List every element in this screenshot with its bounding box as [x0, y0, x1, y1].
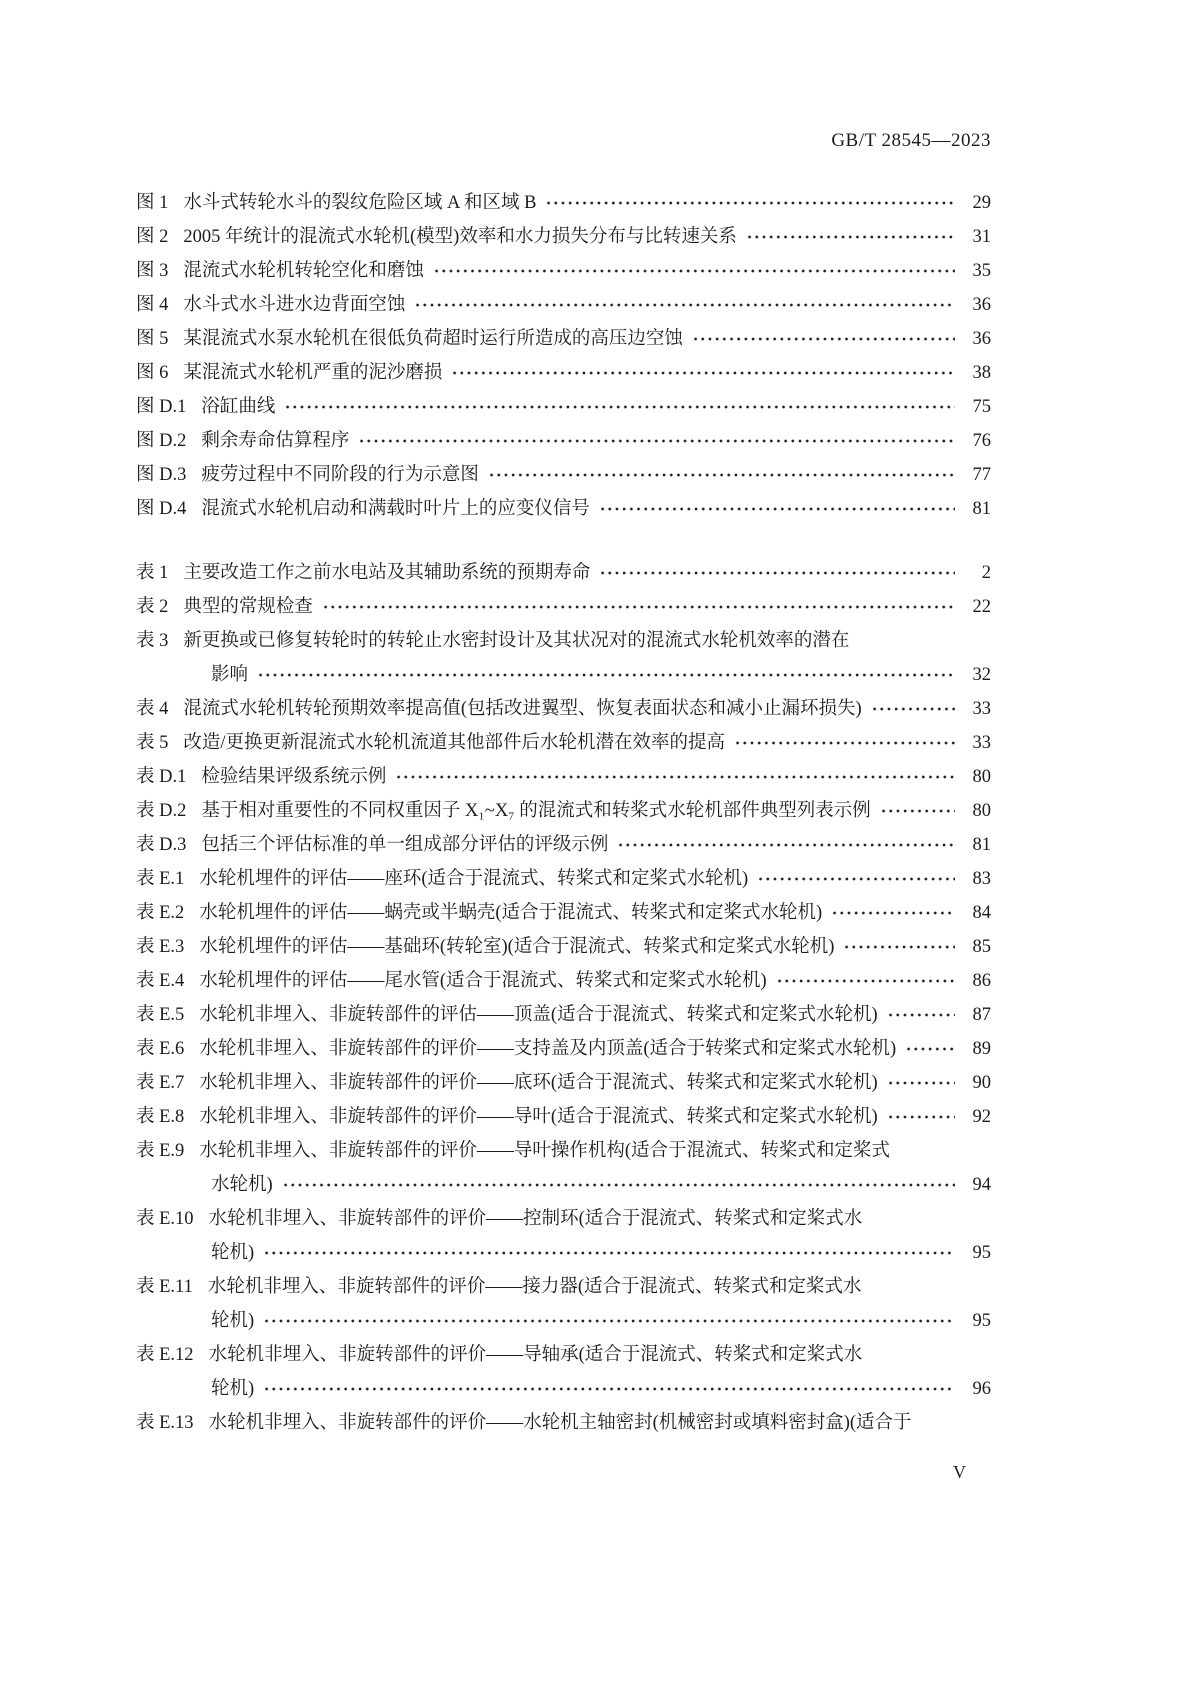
- entry-page-number: 36: [972, 295, 991, 315]
- dot-leader: [281, 1168, 955, 1202]
- entry-page-number: 95: [972, 1243, 991, 1263]
- toc-entry: [136, 390, 991, 424]
- entry-page-number: 87: [972, 1005, 991, 1025]
- entry-title: 包括三个评估标准的单一组成部分评估的评级示例: [201, 835, 609, 855]
- toc-entry: [136, 424, 991, 458]
- toc-entry-continuation: [136, 1304, 991, 1338]
- entry-title: 水轮机埋件的评估——座环(适合于混流式、转桨式和定桨式水轮机): [199, 869, 749, 889]
- dot-leader: [830, 896, 955, 930]
- entry-title: 某混流式水轮机严重的泥沙磨损: [183, 363, 443, 383]
- entry-title: 新更换或已修复转轮时的转轮止水密封设计及其状况对的混流式水轮机效率的潜在: [183, 631, 850, 651]
- entry-label: 表 E.4: [136, 971, 185, 991]
- toc-entry: [136, 760, 991, 794]
- entry-label: 表 E.9: [136, 1141, 185, 1161]
- entry-label: 图 D.4: [136, 499, 187, 519]
- entry-label: 图 4: [136, 295, 169, 315]
- entry-page-number: 81: [972, 835, 991, 855]
- entry-page-number: 77: [972, 465, 991, 485]
- entry-label: 图 D.1: [136, 397, 187, 417]
- dot-leader: [450, 356, 955, 390]
- dot-leader: [432, 254, 955, 288]
- dot-leader: [321, 590, 955, 624]
- toc-entry-line: [136, 624, 991, 658]
- entry-page-number: 2: [981, 563, 991, 583]
- entry-title: 水轮机非埋入、非旋转部件的评估——顶盖(适合于混流式、转桨式和定桨式水轮机): [199, 1005, 878, 1025]
- dot-leader: [886, 998, 955, 1032]
- toc-entry: [136, 458, 991, 492]
- entry-title: 典型的常规检查: [183, 597, 313, 617]
- toc-entry: [136, 896, 991, 930]
- toc-entry-line: [136, 862, 991, 896]
- entry-label: 表 5: [136, 733, 169, 753]
- toc-entry: [136, 794, 991, 828]
- entry-page-number: 36: [972, 329, 991, 349]
- entry-title: 水轮机非埋入、非旋转部件的评价——导叶操作机构(适合于混流式、转桨式和定桨式: [199, 1141, 890, 1161]
- toc-entry-line: [136, 424, 991, 458]
- dot-leader: [842, 930, 955, 964]
- toc-entry-continuation: [136, 658, 991, 692]
- entry-label: 表 D.3: [136, 835, 187, 855]
- toc-entry: [136, 828, 991, 862]
- entry-label: 图 2: [136, 227, 169, 247]
- toc-entry: [136, 964, 991, 998]
- entry-title: 检验结果评级系统示例: [201, 767, 387, 787]
- figures-section: [136, 186, 991, 526]
- dot-leader: [886, 1066, 955, 1100]
- entry-page-number: 76: [972, 431, 991, 451]
- entry-title: 混流式水轮机转轮预期效率提高值(包括改进翼型、恢复表面状态和减小止漏环损失): [183, 699, 862, 719]
- entry-page-number: 32: [972, 665, 991, 685]
- entry-title: 水轮机非埋入、非旋转部件的评价——控制环(适合于混流式、转桨式和定桨式水: [208, 1209, 863, 1229]
- toc-entry: [136, 356, 991, 390]
- entry-title: 水轮机非埋入、非旋转部件的评价——接力器(适合于混流式、转桨式和定桨式水: [207, 1277, 862, 1297]
- entry-label: 表 D.2: [136, 801, 187, 821]
- entry-page-number: 86: [972, 971, 991, 991]
- dot-leader: [886, 1100, 955, 1134]
- toc-entry: [136, 692, 991, 726]
- entry-label: 表 D.1: [136, 767, 187, 787]
- entry-title: 水斗式水斗进水边背面空蚀: [183, 295, 406, 315]
- entry-label: 图 D.2: [136, 431, 187, 451]
- toc-entry-line: [136, 726, 991, 760]
- entry-page-number: 89: [972, 1039, 991, 1059]
- toc-entry: [136, 492, 991, 526]
- toc-entry: [136, 1270, 991, 1338]
- toc-entry: [136, 1406, 991, 1440]
- entry-label: 表 3: [136, 631, 169, 651]
- toc-entry-line: [136, 458, 991, 492]
- entry-title: 水斗式转轮水斗的裂纹危险区域 A 和区域 B: [183, 193, 537, 213]
- entry-title: 水轮机非埋入、非旋转部件的评价——水轮机主轴密封(机械密封或填料密封盒)(适合于: [208, 1413, 912, 1433]
- entry-title: 浴缸曲线: [201, 397, 276, 417]
- toc-entry: [136, 1338, 991, 1406]
- toc-entry-line: [136, 322, 991, 356]
- entry-label: 表 E.10: [136, 1209, 194, 1229]
- toc-entry-line: [136, 590, 991, 624]
- entry-page-number: 80: [972, 767, 991, 787]
- entry-label: 图 6: [136, 363, 169, 383]
- toc-entry: [136, 254, 991, 288]
- toc-entry-line: [136, 896, 991, 930]
- dot-leader: [262, 1236, 955, 1270]
- dot-leader: [283, 390, 955, 424]
- entry-title: 水轮机非埋入、非旋转部件的评价——导叶(适合于混流式、转桨式和定桨式水轮机): [199, 1107, 878, 1127]
- entry-label: 表 E.7: [136, 1073, 185, 1093]
- entry-label: 图 3: [136, 261, 169, 281]
- tables-section: [136, 556, 991, 1440]
- toc-entry: [136, 556, 991, 590]
- entry-label: 表 E.3: [136, 937, 185, 957]
- toc-entry-continuation: [136, 1372, 991, 1406]
- entry-title-continuation: 水轮机): [211, 1175, 273, 1195]
- toc-entry: [136, 862, 991, 896]
- entry-label: 表 E.6: [136, 1039, 185, 1059]
- toc-entry: [136, 998, 991, 1032]
- toc-entry-line: [136, 1406, 991, 1440]
- toc-entry-continuation: [136, 1236, 991, 1270]
- entry-page-number: 75: [972, 397, 991, 417]
- toc-entry-line: [136, 556, 991, 590]
- entry-label: 图 D.3: [136, 465, 187, 485]
- dot-leader: [256, 658, 955, 692]
- toc-entry: [136, 186, 991, 220]
- entry-label: 表 2: [136, 597, 169, 617]
- entry-page-number: 31: [972, 227, 991, 247]
- entry-page-number: 35: [972, 261, 991, 281]
- entry-page-number: 95: [972, 1311, 991, 1331]
- toc-entry: [136, 1066, 991, 1100]
- toc-entry: [136, 1134, 991, 1202]
- toc-entry: [136, 590, 991, 624]
- entry-title: 水轮机埋件的评估——基础环(转轮室)(适合于混流式、转桨式和定桨式水轮机): [199, 937, 835, 957]
- entry-page-number: 33: [972, 699, 991, 719]
- entry-title: 基于相对重要性的不同权重因子 X₁~X₇ 的混流式和转桨式水轮机部件典型列表示例: [201, 801, 871, 821]
- toc-entry-line: [136, 794, 991, 828]
- dot-leader: [394, 760, 955, 794]
- toc-entry-line: [136, 1270, 991, 1304]
- toc-entry-line: [136, 1202, 991, 1236]
- entry-page-number: 83: [972, 869, 991, 889]
- entry-label: 表 E.1: [136, 869, 185, 889]
- entry-title-continuation: 轮机): [211, 1379, 255, 1399]
- doc-number: GB/T 28545—2023: [831, 130, 991, 151]
- toc-entry: [136, 726, 991, 760]
- toc-entry-line: [136, 220, 991, 254]
- entry-page-number: 29: [972, 193, 991, 213]
- entry-label: 表 E.8: [136, 1107, 185, 1127]
- entry-page-number: 92: [972, 1107, 991, 1127]
- toc-entry-line: [136, 998, 991, 1032]
- toc-entry-line: [136, 964, 991, 998]
- entry-label: 表 E.11: [136, 1277, 193, 1297]
- toc-entry-continuation: [136, 1168, 991, 1202]
- entry-title: 水轮机埋件的评估——尾水管(适合于混流式、转桨式和定桨式水轮机): [199, 971, 767, 991]
- toc-entry-line: [136, 1338, 991, 1372]
- dot-leader: [616, 828, 955, 862]
- dot-leader: [262, 1304, 955, 1338]
- entry-title: 某混流式水泵水轮机在很低负荷超时运行所造成的高压边空蚀: [183, 329, 683, 349]
- dot-leader: [745, 220, 955, 254]
- entry-page-number: 94: [972, 1175, 991, 1195]
- toc-entry: [136, 930, 991, 964]
- entry-title: 2005 年统计的混流式水轮机(模型)效率和水力损失分布与比转速关系: [183, 227, 737, 247]
- entry-title: 混流式水轮机转轮空化和磨蚀: [183, 261, 424, 281]
- toc-entry: [136, 220, 991, 254]
- toc-entry-line: [136, 1066, 991, 1100]
- toc-entry: [136, 1202, 991, 1270]
- entry-label: 表 E.13: [136, 1413, 194, 1433]
- dot-leader: [598, 492, 955, 526]
- dot-leader: [733, 726, 955, 760]
- entry-title: 疲劳过程中不同阶段的行为示意图: [201, 465, 479, 485]
- entry-label: 表 E.2: [136, 903, 185, 923]
- folio-page-number: V: [953, 1462, 967, 1482]
- toc-entry-line: [136, 930, 991, 964]
- entry-page-number: 80: [972, 801, 991, 821]
- toc-entry-line: [136, 492, 991, 526]
- entry-title: 混流式水轮机启动和满载时叶片上的应变仪信号: [201, 499, 590, 519]
- toc-entry-line: [136, 186, 991, 220]
- dot-leader: [487, 458, 955, 492]
- entry-label: 表 1: [136, 563, 169, 583]
- dot-leader: [544, 186, 955, 220]
- entry-title-continuation: 轮机): [211, 1311, 255, 1331]
- entry-page-number: 96: [972, 1379, 991, 1399]
- entry-title: 改造/更换更新混流式水轮机流道其他部件后水轮机潜在效率的提高: [183, 733, 726, 753]
- entry-page-number: 22: [972, 597, 991, 617]
- toc-entry-line: [136, 1100, 991, 1134]
- entry-title: 水轮机非埋入、非旋转部件的评价——导轴承(适合于混流式、转桨式和定桨式水: [208, 1345, 863, 1365]
- entry-title-continuation: 影响: [211, 665, 249, 685]
- toc-entry-line: [136, 1032, 991, 1066]
- entry-page-number: 90: [972, 1073, 991, 1093]
- entry-title: 剩余寿命估算程序: [201, 431, 350, 451]
- table-of-contents: [136, 186, 991, 1440]
- toc-entry-line: [136, 692, 991, 726]
- toc-entry-line: [136, 288, 991, 322]
- toc-entry: [136, 1100, 991, 1134]
- doc-header: [136, 130, 991, 152]
- entry-page-number: 81: [972, 499, 991, 519]
- dot-leader: [775, 964, 955, 998]
- dot-leader: [904, 1032, 955, 1066]
- entry-label: 表 E.12: [136, 1345, 194, 1365]
- entry-title: 主要改造工作之前水电站及其辅助系统的预期寿命: [183, 563, 591, 583]
- dot-leader: [870, 692, 955, 726]
- dot-leader: [357, 424, 955, 458]
- entry-label: 图 5: [136, 329, 169, 349]
- toc-entry-line: [136, 1134, 991, 1168]
- entry-page-number: 84: [972, 903, 991, 923]
- entry-page-number: 38: [972, 363, 991, 383]
- dot-leader: [598, 556, 955, 590]
- entry-page-number: 33: [972, 733, 991, 753]
- dot-leader: [262, 1372, 955, 1406]
- dot-leader: [756, 862, 955, 896]
- entry-title: 水轮机非埋入、非旋转部件的评价——支持盖及内顶盖(适合于转桨式和定桨式水轮机): [199, 1039, 897, 1059]
- toc-entry: [136, 624, 991, 692]
- dot-leader: [413, 288, 955, 322]
- toc-entry: [136, 322, 991, 356]
- entry-label: 图 1: [136, 193, 169, 213]
- toc-entry-line: [136, 254, 991, 288]
- toc-entry: [136, 1032, 991, 1066]
- entry-label: 表 4: [136, 699, 169, 719]
- toc-entry: [136, 288, 991, 322]
- entry-title: 水轮机埋件的评估——蜗壳或半蜗壳(适合于混流式、转桨式和定桨式水轮机): [199, 903, 823, 923]
- entry-title: 水轮机非埋入、非旋转部件的评价——底环(适合于混流式、转桨式和定桨式水轮机): [199, 1073, 878, 1093]
- toc-entry-line: [136, 356, 991, 390]
- toc-entry-line: [136, 760, 991, 794]
- toc-entry-line: [136, 828, 991, 862]
- dot-leader: [691, 322, 955, 356]
- toc-entry-line: [136, 390, 991, 424]
- entry-label: 表 E.5: [136, 1005, 185, 1025]
- entry-page-number: 85: [972, 937, 991, 957]
- entry-title-continuation: 轮机): [211, 1243, 255, 1263]
- dot-leader: [879, 794, 955, 828]
